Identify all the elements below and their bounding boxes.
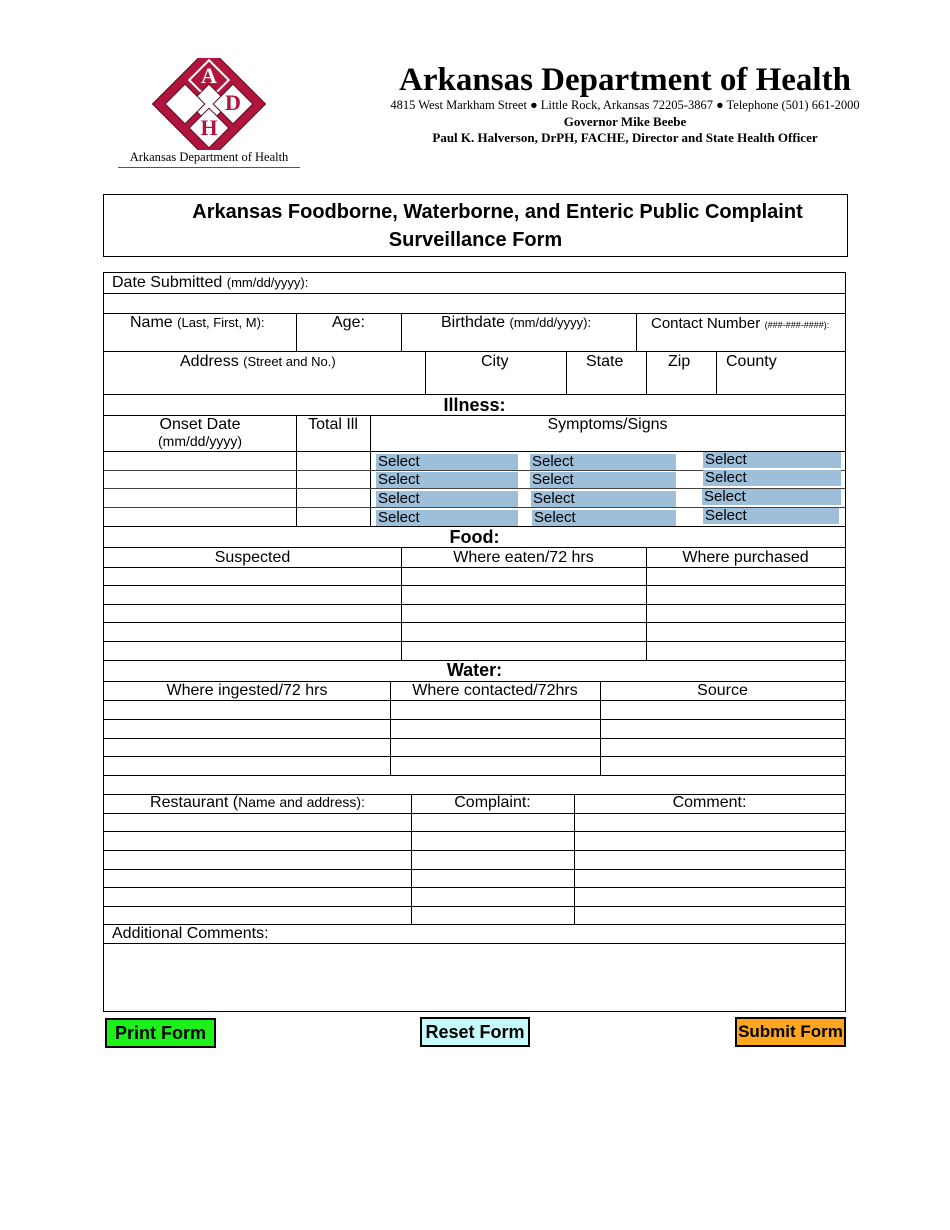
governor-line: Governor Mike Beebe — [563, 114, 687, 129]
date-submitted-field[interactable] — [104, 294, 845, 313]
where-ingested-label: Where ingested/72 hrs — [166, 682, 328, 699]
county-label: County — [726, 353, 777, 370]
form-title — [104, 198, 847, 254]
where-eaten-label: Where eaten/72 hrs — [453, 549, 594, 566]
logo-caption: Arkansas Department of Health — [118, 150, 300, 168]
restaurant-label: Restaurant (Name and address): — [150, 794, 365, 811]
symptom-select[interactable]: Select — [703, 452, 841, 468]
logo-letter-a: A — [201, 63, 217, 88]
submit-form-button[interactable]: Submit Form — [735, 1017, 846, 1047]
symptom-select[interactable]: Select — [702, 489, 841, 505]
where-purchased-label: Where purchased — [682, 549, 809, 566]
additional-comments-label: Additional Comments: — [112, 925, 269, 942]
city-label: City — [481, 353, 509, 370]
symptom-select[interactable]: Select — [376, 491, 518, 507]
contact-number-label: Contact Number (###-###-####): — [651, 315, 830, 332]
adh-logo — [118, 58, 300, 170]
suspected-label: Suspected — [214, 549, 291, 566]
logo-diamond-graphic — [118, 58, 300, 150]
symptom-select[interactable]: Select — [703, 508, 839, 524]
comment-label: Comment: — [672, 794, 747, 811]
department-title: Arkansas Department of Health — [399, 62, 851, 98]
symptom-select[interactable]: Select — [530, 454, 676, 470]
onset-date-label: Onset Date (mm/dd/yyyy) — [158, 416, 242, 449]
form-title-line-2: Surveillance Form — [388, 229, 563, 251]
address-label: Address (Street and No.) — [180, 353, 336, 370]
state-label: State — [586, 353, 624, 370]
reset-form-button[interactable]: Reset Form — [420, 1017, 530, 1047]
director-line: Paul K. Halverson, DrPH, FACHE, Director and State Health Officer — [432, 130, 818, 145]
symptom-select[interactable]: Select — [376, 454, 518, 470]
additional-comments-field[interactable] — [104, 944, 845, 1011]
print-form-button[interactable]: Print Form — [105, 1018, 216, 1048]
symptom-select[interactable]: Select — [531, 491, 676, 507]
symptom-select[interactable]: Select — [376, 510, 518, 526]
name-label: Name (Last, First, M): — [130, 314, 265, 331]
birthdate-label: Birthdate (mm/dd/yyyy): — [441, 314, 592, 331]
symptom-select[interactable]: Select — [376, 472, 518, 488]
illness-heading: Illness: — [443, 395, 506, 415]
form-title-line-1: Arkansas Foodborne, Waterborne, and Enteric Public Complaint — [192, 201, 803, 223]
date-submitted-label: Date Submitted (mm/dd/yyyy): — [112, 274, 309, 291]
water-source-label: Source — [697, 682, 748, 699]
symptoms-signs-label: Symptoms/Signs — [547, 416, 668, 433]
form-title-box — [103, 194, 848, 257]
logo-letter-d: D — [225, 90, 241, 115]
complaint-label: Complaint: — [454, 794, 531, 811]
symptom-select[interactable]: Select — [532, 510, 676, 526]
age-label: Age: — [332, 314, 365, 331]
food-heading: Food: — [449, 527, 500, 547]
total-ill-label: Total Ill — [308, 416, 358, 433]
symptom-select[interactable]: Select — [703, 470, 841, 486]
symptom-select[interactable]: Select — [530, 472, 676, 488]
zip-label: Zip — [668, 353, 691, 370]
water-heading: Water: — [446, 660, 503, 680]
logo-letter-h: H — [200, 115, 218, 140]
where-contacted-label: Where contacted/72hrs — [412, 682, 578, 699]
complaint-form-table — [103, 272, 846, 1012]
department-address: 4815 West Markham Street ● Little Rock, Arkansas 72205-3867 ● Telephone (501) 661-2000 — [390, 98, 860, 112]
